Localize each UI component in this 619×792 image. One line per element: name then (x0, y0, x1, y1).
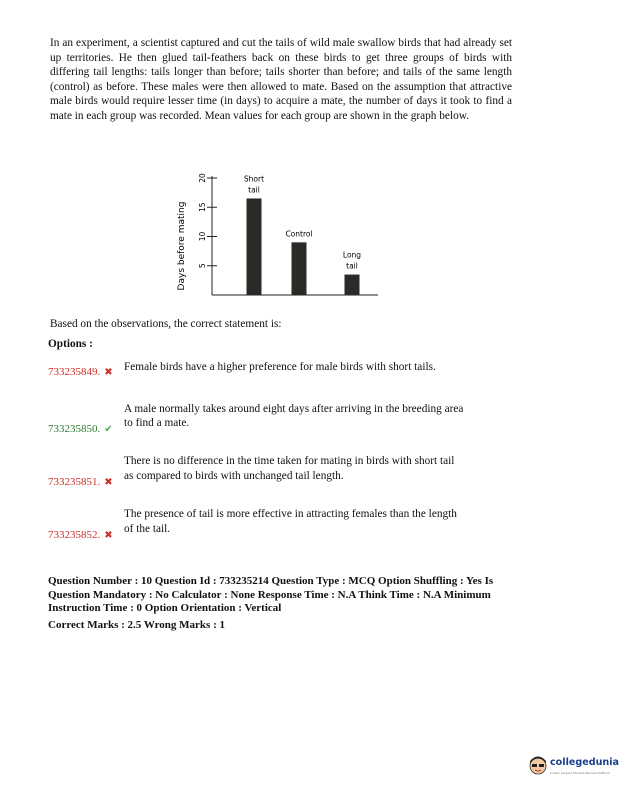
metadata-line: Question Number : 10 Question Id : 733235214 Question Type : MCQ Option Shuffling : Yes Is (48, 575, 494, 587)
option-row[interactable] (48, 362, 113, 380)
bar-label: Short (243, 174, 265, 184)
option-row[interactable] (48, 472, 113, 490)
y-axis-label: Days before mating (177, 201, 187, 291)
y-tick-label: 5 (198, 263, 207, 269)
option-text-line: There is no difference in the time taken for mating in birds with short tail (124, 455, 455, 467)
metadata-line: Question Mandatory : No Calculator : None Response Time : N.A Think Time : N.A Minimum (48, 588, 491, 601)
bar (292, 242, 307, 295)
options-heading: Options : (48, 338, 93, 350)
option-text-line: A male normally takes around eight days after arriving in the breeding area (124, 403, 464, 415)
bar-label: Control (285, 229, 313, 239)
option-text[interactable]: Female birds have a higher preference for male birds with short tails. (124, 361, 436, 373)
logo-wordmark: collegedunia (550, 757, 619, 768)
bar-label: Long (342, 250, 362, 260)
metadata-line: Instruction Time : 0 Option Orientation : Vertical (48, 602, 282, 614)
check-icon: ✔ (104, 424, 113, 435)
logo-tagline: India's Largest Student Review Platform (550, 771, 610, 775)
mascot-icon (528, 754, 548, 778)
bar-label: tail (248, 185, 260, 195)
metadata-line: Correct Marks : 2.5 Wrong Marks : 1 (48, 618, 225, 631)
prompt-statement: Based on the observations, the correct statement is: (50, 318, 282, 330)
option-text-line: of the tail. (124, 523, 171, 535)
cross-icon: ✖ (104, 477, 113, 488)
option-id: 733235851. (48, 476, 101, 488)
option-text-line: as compared to birds with unchanged tail length. (124, 470, 344, 482)
question-text: In an experiment, a scientist captured and cut the tails of wild male swallow birds that had already set up territories. He then glued tail-feathers back on these birds to get three groups of birds with differing tail lengths: tails longer than before; tails shorter than before; and tails of the same length (control) as before. These males were then allowed to mate. Based on the assumption that attractive male birds would require lesser time (in days) to acquire a mate, the number of days it took to find a mate in each group was recorded. Mean values for each group are shown in the graph below. (50, 37, 512, 122)
bar-chart (170, 168, 380, 303)
option-row[interactable] (48, 525, 113, 543)
option-text-line: The presence of tail is more effective in attracting females than the length (124, 508, 457, 520)
option-row[interactable] (48, 419, 113, 437)
option-id: 733235850. (48, 423, 101, 435)
cross-icon: ✖ (104, 530, 113, 541)
y-tick-label: 10 (198, 231, 207, 242)
option-id: 733235849. (48, 366, 101, 378)
bar-label: tail (346, 261, 358, 271)
cross-icon: ✖ (104, 367, 113, 378)
question-metadata (48, 575, 548, 632)
y-tick-label: 20 (198, 173, 207, 183)
bar (345, 275, 360, 295)
collegedunia-logo[interactable] (528, 754, 619, 784)
option-id: 733235852. (48, 529, 101, 541)
option-text-line: to find a mate. (124, 417, 190, 429)
y-tick-label: 15 (198, 202, 207, 213)
bar (247, 198, 262, 295)
